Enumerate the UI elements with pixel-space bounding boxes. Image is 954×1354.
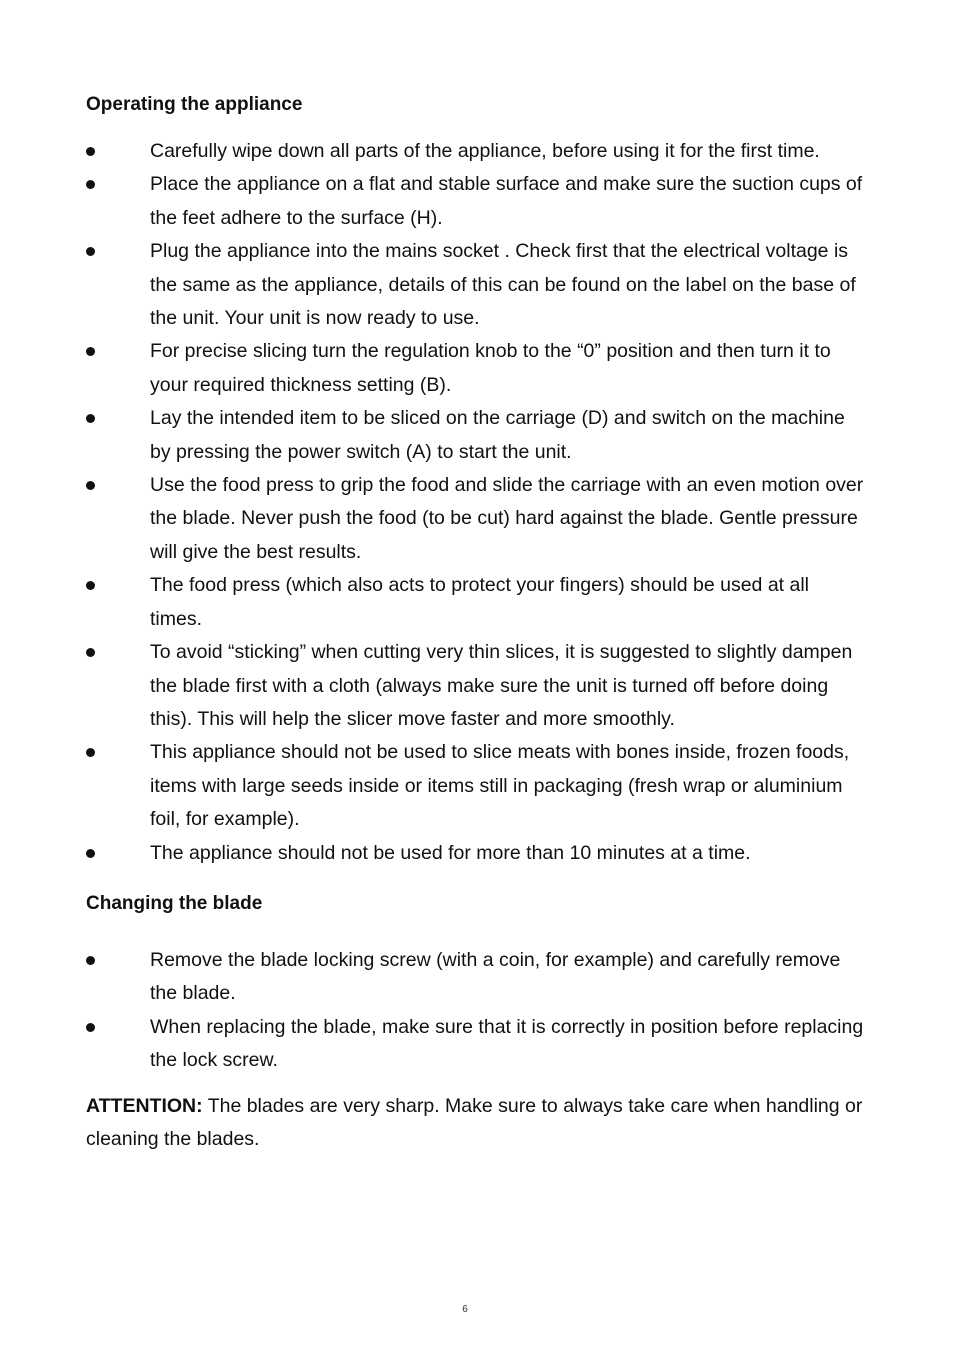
list-item-text: For precise slicing turn the regulation knob to the “0” position and then turn it to your required thickness setting (B). [150, 340, 831, 396]
list-item-text: Remove the blade locking screw (with a coin, for example) and carefully remove the blade. [150, 948, 841, 1005]
bullet-icon [86, 180, 95, 189]
operating-list [86, 135, 866, 870]
list-item-text: Plug the appliance into the mains socket . Check first that the electrical voltage is the same as the appliance, details of this can be found on the label on the base of the unit. Your unit is now ready to use. [150, 240, 856, 330]
blade-heading: Changing the blade [86, 892, 263, 914]
list-item-text: This appliance should not be used to slice meats with bones inside, frozen foods, items with large seeds inside or items still in packaging (fresh wrap or aluminium foil, for example). [150, 741, 850, 831]
list-item [86, 736, 866, 836]
bullet-icon [86, 581, 95, 590]
bullet-icon [86, 849, 95, 858]
bullet-icon [86, 956, 95, 965]
bullet-icon [86, 648, 95, 657]
list-item [86, 569, 866, 636]
list-item-text: The appliance should not be used for more than 10 minutes at a time. [150, 841, 751, 864]
manual-page [86, 88, 866, 1176]
list-item-text: The food press (which also acts to protect your fingers) should be used at all times. [150, 574, 810, 630]
list-item [86, 235, 866, 335]
list-item [86, 1011, 866, 1078]
list-item-text: When replacing the blade, make sure that it is correctly in position before replacing the lock screw. [150, 1015, 864, 1072]
attention-note [86, 1090, 866, 1157]
list-item-text: Place the appliance on a flat and stable surface and make sure the suction cups of the feet adhere to the surface (H). [150, 173, 863, 229]
list-item-text: To avoid “sticking” when cutting very thin slices, it is suggested to slightly dampen the blade first with a cloth (always make sure the unit is turned off before doing this). This will help the slicer move faster and more smoothly. [150, 641, 853, 730]
bullet-icon [86, 1023, 95, 1032]
page-number: 6 [462, 1304, 468, 1315]
list-item [86, 636, 866, 736]
bullet-icon [86, 247, 95, 256]
blade-section [86, 887, 866, 1078]
attention-text: The blades are very sharp. Make sure to always take care when handling or cleaning the blades. [86, 1094, 863, 1150]
list-item [86, 335, 866, 402]
bullet-icon [86, 347, 95, 356]
list-item [86, 402, 866, 469]
list-item-text: Carefully wipe down all parts of the appliance, before using it for the first time. [150, 140, 820, 162]
bullet-icon [86, 481, 95, 490]
list-item [86, 469, 866, 569]
list-item-text: Lay the intended item to be sliced on the carriage (D) and switch on the machine by pressing the power switch (A) to start the unit. [150, 407, 845, 463]
list-item-text: Use the food press to grip the food and slide the carriage with an even motion over the blade. Never push the food (to be cut) hard against the blade. Gentle pressure will give the best results. [150, 474, 864, 563]
operating-section [86, 88, 866, 870]
list-item [86, 837, 866, 870]
attention-label: ATTENTION: [86, 1094, 203, 1117]
operating-heading: Operating the appliance [86, 94, 303, 115]
list-item [86, 944, 866, 1011]
blade-list [86, 944, 866, 1078]
bullet-icon [86, 414, 95, 423]
list-item [86, 135, 866, 168]
list-item [86, 168, 866, 235]
bullet-icon [86, 147, 95, 156]
bullet-icon [86, 748, 95, 757]
